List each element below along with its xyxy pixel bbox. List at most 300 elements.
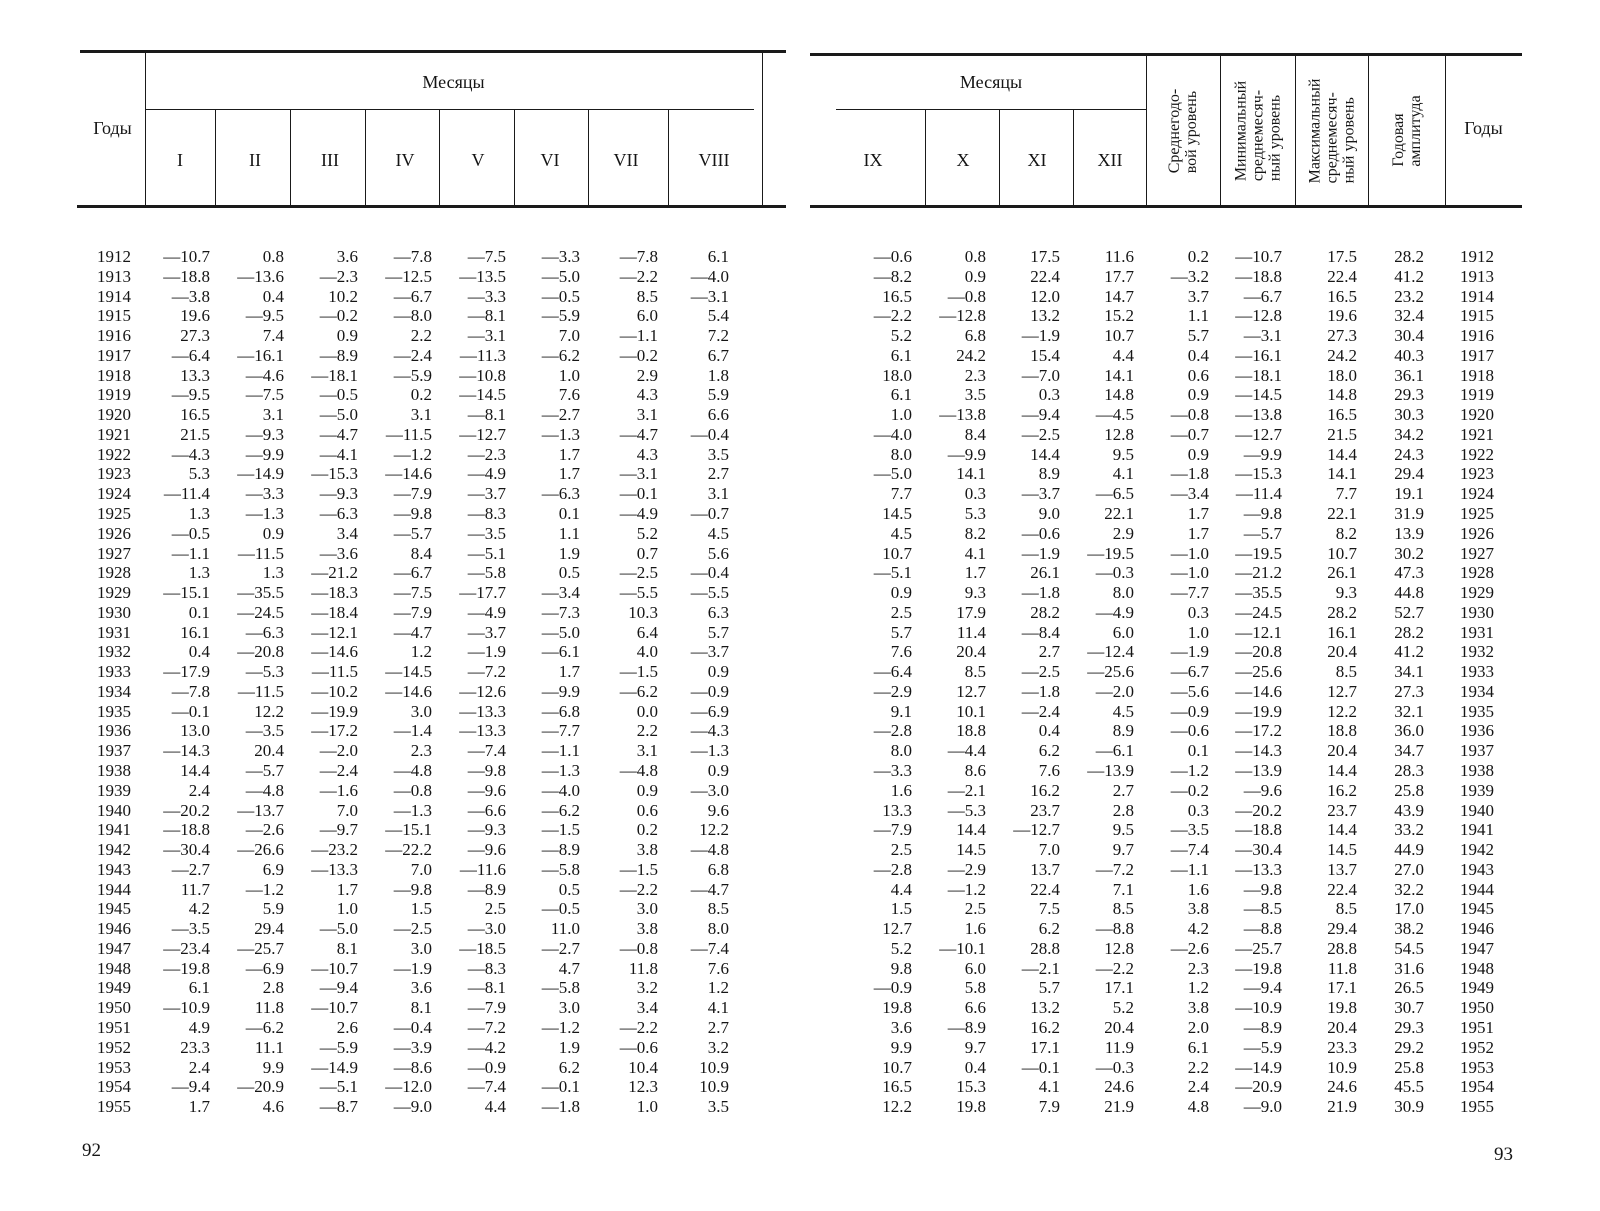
value-cell: 28.3 [1394,761,1424,780]
value-cell: —0.2 [619,346,658,365]
value-cell: —5.1 [467,544,506,563]
value-cell: 17.9 [956,603,986,622]
value-cell: —4.1 [319,445,358,464]
right-page [800,0,1600,1211]
value-cell: —4.3 [690,721,729,740]
year-cell: 1930 [1460,603,1494,622]
value-cell: —15.1 [163,583,210,602]
value-cell: 0.9 [964,267,986,286]
value-cell: —18.8 [1235,267,1282,286]
value-cell: 7.0 [410,860,432,879]
value-cell: 2.3 [1187,959,1209,978]
value-cell: —0.8 [619,939,658,958]
value-cell: 2.9 [636,366,658,385]
value-cell: 25.8 [1394,781,1424,800]
value-cell: 23.3 [180,1038,210,1057]
value-cell: —5.3 [947,801,986,820]
year-cell: 1935 [1460,702,1494,721]
value-cell: 1.1 [558,524,580,543]
value-cell: —1.9 [467,642,506,661]
value-cell: —6.7 [1170,662,1209,681]
value-cell: 12.8 [1104,425,1134,444]
value-cell: 6.8 [964,326,986,345]
value-cell: 12.7 [882,919,912,938]
value-cell: 26.1 [1327,563,1357,582]
value-cell: 34.7 [1394,741,1424,760]
value-cell: 5.3 [964,504,986,523]
value-cell: 2.6 [336,1018,358,1037]
value-cell: —8.0 [393,306,432,325]
header-month-col: X [956,150,970,170]
value-cell: 14.1 [1104,366,1134,385]
value-cell: 5.2 [890,326,912,345]
header-annual-mean-line: вой уровень [1183,90,1200,173]
value-cell: 3.7 [1187,287,1209,306]
value-cell: 5.7 [707,623,729,642]
value-cell: 8.9 [1038,464,1060,483]
value-cell: 31.6 [1394,959,1424,978]
value-cell: 0.3 [1038,385,1060,404]
value-cell: —6.2 [541,346,580,365]
value-cell: 16.2 [1327,781,1357,800]
value-cell: 24.2 [1327,346,1357,365]
value-cell: 10.1 [956,702,986,721]
value-cell: 8.1 [410,998,432,1017]
column-divider [1073,110,1074,205]
value-cell: —5.9 [393,366,432,385]
value-cell: —10.7 [163,247,210,266]
value-cell: 8.9 [1112,721,1134,740]
value-cell: 10.9 [1327,1058,1357,1077]
value-cell: —2.0 [319,741,358,760]
value-cell: —1.4 [393,721,432,740]
value-cell: —15.1 [385,820,432,839]
value-cell: —13.3 [1235,860,1282,879]
value-cell: —2.0 [1095,682,1134,701]
value-cell: —6.5 [1095,484,1134,503]
value-cell: —0.5 [319,385,358,404]
value-cell: —2.5 [1021,662,1060,681]
value-cell: —13.8 [939,405,986,424]
year-cell: 1924 [97,484,131,503]
value-cell: 7.6 [1038,761,1060,780]
value-cell: 0.9 [1187,385,1209,404]
value-cell: 1.7 [336,880,358,899]
value-cell: —12.1 [1235,623,1282,642]
column-divider [439,110,440,205]
value-cell: 0.8 [262,247,284,266]
value-cell: 6.1 [707,247,729,266]
value-cell: 8.5 [964,662,986,681]
value-cell: —15.3 [311,464,358,483]
value-cell: —12.7 [1013,820,1060,839]
year-cell: 1948 [1460,959,1494,978]
value-cell: 7.5 [1038,899,1060,918]
value-cell: 0.1 [558,504,580,523]
year-cell: 1951 [97,1018,131,1037]
year-cell: 1916 [1460,326,1494,345]
year-cell: 1946 [97,919,131,938]
value-cell: 4.3 [636,385,658,404]
value-cell: 12.2 [254,702,284,721]
column-divider [365,110,366,205]
value-cell: 3.4 [336,524,358,543]
value-cell: —14.3 [163,741,210,760]
value-cell: —1.2 [1170,761,1209,780]
value-cell: —7.7 [1170,583,1209,602]
value-cell: 4.2 [1187,919,1209,938]
column-divider [588,110,589,205]
value-cell: 34.2 [1394,425,1424,444]
value-cell: 6.1 [1187,1038,1209,1057]
value-cell: —18.8 [163,267,210,286]
value-cell: —8.1 [467,405,506,424]
value-cell: 7.7 [890,484,912,503]
value-cell: 2.7 [707,464,729,483]
value-cell: 2.0 [1187,1018,1209,1037]
value-cell: —5.8 [467,563,506,582]
value-cell: —1.2 [541,1018,580,1037]
year-cell: 1949 [1460,978,1494,997]
value-cell: 4.4 [484,1097,506,1116]
value-cell: —9.6 [467,840,506,859]
value-cell: —4.9 [467,603,506,622]
value-cell: —10.7 [1235,247,1282,266]
header-years-left: Годы [93,118,132,138]
value-cell: 14.4 [180,761,210,780]
value-cell: 1.9 [558,544,580,563]
value-cell: —11.5 [385,425,432,444]
value-cell: 29.4 [1394,464,1424,483]
value-cell: 8.0 [890,445,912,464]
value-cell: —25.7 [1235,939,1282,958]
year-cell: 1914 [97,287,131,306]
column-divider [762,53,763,205]
value-cell: 10.9 [699,1058,729,1077]
value-cell: —5.3 [245,662,284,681]
year-cell: 1950 [1460,998,1494,1017]
header-month-col: III [321,150,339,170]
value-cell: 0.4 [188,642,210,661]
value-cell: —3.5 [1170,820,1209,839]
value-cell: 11.1 [254,1038,284,1057]
value-cell: —3.1 [1243,326,1282,345]
value-cell: 24.6 [1327,1077,1357,1096]
value-cell: 9.7 [1112,840,1134,859]
value-cell: 7.9 [1038,1097,1060,1116]
year-cell: 1936 [1460,721,1494,740]
value-cell: 6.0 [636,306,658,325]
value-cell: 7.6 [558,385,580,404]
value-cell: —19.8 [163,959,210,978]
value-cell: 29.4 [1327,919,1357,938]
year-cell: 1946 [1460,919,1494,938]
value-cell: 38.2 [1394,919,1424,938]
value-cell: —3.0 [467,919,506,938]
value-cell: 28.8 [1327,939,1357,958]
value-cell: —0.9 [690,682,729,701]
value-cell: —8.7 [319,1097,358,1116]
value-cell: 5.2 [890,939,912,958]
value-cell: 28.8 [1030,939,1060,958]
value-cell: —2.8 [873,860,912,879]
value-cell: —1.1 [171,544,210,563]
year-cell: 1944 [97,880,131,899]
value-cell: 33.2 [1394,820,1424,839]
value-cell: —6.8 [541,702,580,721]
header-max-level [1295,56,1368,205]
value-cell: —0.3 [1095,1058,1134,1077]
value-cell: —0.6 [1021,524,1060,543]
year-cell: 1929 [97,583,131,602]
value-cell: —4.7 [619,425,658,444]
value-cell: 29.2 [1394,1038,1424,1057]
year-cell: 1943 [97,860,131,879]
value-cell: 28.2 [1394,247,1424,266]
value-cell: —3.6 [319,544,358,563]
value-cell: 4.5 [1112,702,1134,721]
value-cell: 0.0 [636,702,658,721]
value-cell: —4.7 [319,425,358,444]
value-cell: —30.4 [1235,840,1282,859]
value-cell: 13.0 [180,721,210,740]
value-cell: 1.1 [1187,306,1209,325]
value-cell: 22.4 [1327,267,1357,286]
value-cell: 17.5 [1327,247,1357,266]
header-annual-mean-line: Среднегодо- [1166,88,1183,173]
value-cell: 16.1 [1327,623,1357,642]
value-cell: 22.1 [1104,504,1134,523]
value-cell: 0.2 [636,820,658,839]
value-cell: —8.6 [393,1058,432,1077]
value-cell: 1.0 [890,405,912,424]
value-cell: —10.7 [311,959,358,978]
value-cell: —14.6 [311,642,358,661]
value-cell: 5.2 [636,524,658,543]
value-cell: 6.0 [964,959,986,978]
header-month-col: VI [540,150,560,170]
value-cell: —19.5 [1235,544,1282,563]
value-cell: —13.3 [459,702,506,721]
value-cell: —9.9 [245,445,284,464]
value-cell: —7.9 [393,603,432,622]
value-cell: 14.1 [956,464,986,483]
value-cell: 2.4 [188,1058,210,1077]
value-cell: —23.4 [163,939,210,958]
value-cell: —1.5 [541,820,580,839]
value-cell: 12.2 [1327,702,1357,721]
value-cell: 8.5 [1335,662,1357,681]
value-cell: 20.4 [254,741,284,760]
value-cell: 6.4 [636,623,658,642]
year-cell: 1939 [1460,781,1494,800]
value-cell: 3.5 [964,385,986,404]
value-cell: 20.4 [1104,1018,1134,1037]
value-cell: —20.8 [1235,642,1282,661]
value-cell: —4.5 [1095,405,1134,424]
year-cell: 1938 [97,761,131,780]
value-cell: —10.7 [311,998,358,1017]
year-cell: 1916 [97,326,131,345]
year-cell: 1947 [97,939,131,958]
value-cell: —3.2 [1170,267,1209,286]
value-cell: 2.7 [707,1018,729,1037]
value-cell: 30.2 [1394,544,1424,563]
header-min-level [1220,56,1295,205]
value-cell: 3.0 [636,899,658,918]
value-cell: —9.5 [171,385,210,404]
value-cell: —2.5 [393,919,432,938]
value-cell: —0.8 [393,781,432,800]
year-cell: 1925 [1460,504,1494,523]
value-cell: —6.9 [690,702,729,721]
column-divider [514,110,515,205]
value-cell: 4.4 [890,880,912,899]
value-cell: —2.9 [947,860,986,879]
year-cell: 1917 [97,346,131,365]
value-cell: —19.9 [311,702,358,721]
value-cell: —3.7 [1021,484,1060,503]
value-cell: 0.3 [1187,801,1209,820]
value-cell: 7.0 [558,326,580,345]
value-cell: 10.9 [699,1077,729,1096]
value-cell: 6.2 [1038,741,1060,760]
value-cell: —1.3 [690,741,729,760]
value-cell: 0.9 [336,326,358,345]
value-cell: 1.0 [1187,623,1209,642]
value-cell: —0.1 [1021,1058,1060,1077]
value-cell: 6.6 [707,405,729,424]
value-cell: 4.1 [964,544,986,563]
value-cell: 0.2 [410,385,432,404]
value-cell: —12.1 [311,623,358,642]
value-cell: —13.7 [237,801,284,820]
header-min-level-line: Минимальный [1232,80,1249,181]
value-cell: —13.3 [311,860,358,879]
value-cell: 3.1 [262,405,284,424]
year-cell: 1912 [97,247,131,266]
value-cell: 11.4 [956,623,986,642]
value-cell: —14.6 [1235,682,1282,701]
value-cell: 21.9 [1104,1097,1134,1116]
value-cell: —5.7 [393,524,432,543]
value-cell: —12.0 [385,1077,432,1096]
value-cell: 3.8 [1187,998,1209,1017]
value-cell: 3.6 [336,247,358,266]
value-cell: 12.7 [956,682,986,701]
year-cell: 1949 [97,978,131,997]
value-cell: 6.1 [890,385,912,404]
year-cell: 1918 [1460,366,1494,385]
value-cell: 9.3 [964,583,986,602]
value-cell: —4.7 [393,623,432,642]
value-cell: 14.1 [1327,464,1357,483]
value-cell: 9.5 [1112,445,1134,464]
value-cell: 45.5 [1394,1077,1424,1096]
value-cell: 11.0 [550,919,580,938]
value-cell: —7.2 [467,662,506,681]
value-cell: —3.8 [171,287,210,306]
value-cell: 8.5 [636,287,658,306]
value-cell: —9.9 [947,445,986,464]
value-cell: —11.5 [311,662,358,681]
value-cell: 27.3 [1327,326,1357,345]
value-cell: —8.9 [467,880,506,899]
value-cell: —5.0 [541,623,580,642]
value-cell: 16.1 [180,623,210,642]
value-cell: 13.7 [1327,860,1357,879]
year-cell: 1930 [97,603,131,622]
value-cell: —14.9 [237,464,284,483]
value-cell: —6.7 [393,563,432,582]
value-cell: 32.2 [1394,880,1424,899]
value-cell: —3.1 [690,287,729,306]
value-cell: —3.7 [690,642,729,661]
value-cell: —20.2 [163,801,210,820]
value-cell: 10.7 [882,1058,912,1077]
value-cell: 1.7 [964,563,986,582]
value-cell: —3.3 [541,247,580,266]
value-cell: —3.7 [467,623,506,642]
value-cell: —7.4 [1170,840,1209,859]
value-cell: 29.3 [1394,1018,1424,1037]
value-cell: —14.9 [1235,1058,1282,1077]
year-cell: 1939 [97,781,131,800]
value-cell: 30.9 [1394,1097,1424,1116]
year-cell: 1914 [1460,287,1494,306]
value-cell: 17.1 [1104,978,1134,997]
value-cell: —9.4 [319,978,358,997]
value-cell: —19.9 [1235,702,1282,721]
value-cell: 17.1 [1030,1038,1060,1057]
year-cell: 1913 [97,267,131,286]
value-cell: —18.1 [1235,366,1282,385]
value-cell: —2.5 [619,563,658,582]
value-cell: —4.9 [467,464,506,483]
value-cell: —3.5 [171,919,210,938]
value-cell: —0.4 [393,1018,432,1037]
value-cell: 0.2 [1187,247,1209,266]
value-cell: 13.2 [1030,306,1060,325]
value-cell: 4.1 [1038,1077,1060,1096]
page-number-right: 93 [1494,1144,1513,1165]
year-cell: 1940 [97,801,131,820]
value-cell: 3.2 [636,978,658,997]
value-cell: 3.5 [707,445,729,464]
value-cell: 12.2 [882,1097,912,1116]
value-cell: 21.9 [1327,1097,1357,1116]
value-cell: —9.3 [245,425,284,444]
value-cell: 25.8 [1394,1058,1424,1077]
value-cell: —7.4 [467,741,506,760]
value-cell: 0.4 [964,1058,986,1077]
value-cell: —9.8 [1243,880,1282,899]
value-cell: —7.2 [1095,860,1134,879]
value-cell: —9.8 [1243,504,1282,523]
value-cell: 10.4 [628,1058,658,1077]
value-cell: —12.8 [939,306,986,325]
value-cell: —1.9 [1021,544,1060,563]
year-cell: 1927 [1460,544,1494,563]
value-cell: —12.7 [459,425,506,444]
value-cell: 11.8 [1327,959,1357,978]
value-cell: —14.5 [1235,385,1282,404]
value-cell: 2.3 [964,366,986,385]
value-cell: 7.1 [1112,880,1134,899]
value-cell: —4.8 [245,781,284,800]
value-cell: 14.7 [1104,287,1134,306]
value-cell: 8.2 [964,524,986,543]
